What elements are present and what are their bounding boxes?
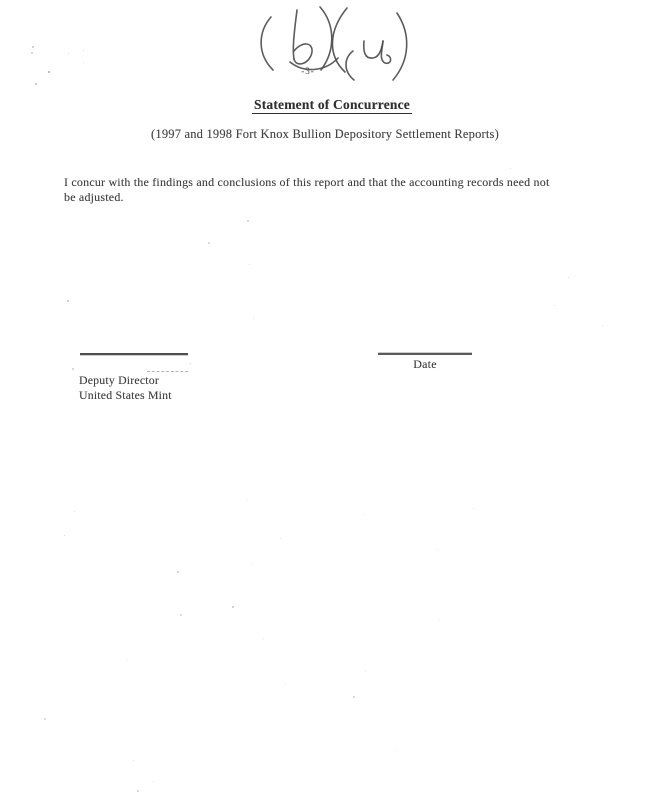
- scan-speckle: [263, 638, 264, 639]
- scan-speckle: [133, 760, 134, 761]
- signature-line: [80, 353, 188, 355]
- scan-speckle: [249, 264, 250, 265]
- scan-speckle: [602, 325, 603, 326]
- body-line: be adjusted.: [64, 190, 124, 204]
- scan-speckle: [252, 564, 253, 565]
- scan-speckle: [48, 71, 50, 73]
- scan-speckle: [127, 660, 128, 661]
- scan-speckle: [232, 606, 234, 608]
- scan-speckle: [364, 514, 365, 515]
- scan-speckle: [253, 318, 254, 319]
- signature-organization: United States Mint: [79, 388, 172, 402]
- page-title: [0, 97, 664, 113]
- page-subtitle: (1997 and 1998 Fort Knox Bullion Depository Settlement Reports): [151, 127, 499, 141]
- scan-speckle: [68, 53, 69, 54]
- scan-speckle: [439, 619, 440, 620]
- scan-speckle: [510, 168, 511, 169]
- date-line: [378, 353, 472, 355]
- scan-speckle: [190, 363, 191, 364]
- scan-speckle: [365, 671, 366, 672]
- scan-speckle: [64, 535, 65, 536]
- body-line: I concur with the findings and conclusions of this report and that the accounting records need not: [64, 175, 550, 189]
- scan-speckle: [67, 300, 69, 302]
- scan-speckle: [72, 368, 74, 370]
- scan-speckle: [35, 83, 37, 85]
- scan-speckle: [437, 549, 438, 550]
- scan-speckle: [247, 220, 249, 222]
- signature-title: Deputy Director: [79, 373, 159, 387]
- handwritten-b4-annotation-icon: [250, 0, 410, 85]
- page-number: -3-: [301, 66, 315, 76]
- scan-speckle: [397, 750, 398, 751]
- scan-speckle: [180, 614, 182, 616]
- date-label: Date: [413, 357, 437, 371]
- scan-speckle: [208, 242, 210, 244]
- scan-speckle: [554, 305, 555, 306]
- scan-speckle: [247, 500, 248, 501]
- scan-speckle: [473, 508, 474, 509]
- scan-speckle: [280, 538, 281, 539]
- signature-faint-dash: [147, 371, 188, 372]
- scan-speckle: [285, 683, 286, 684]
- scan-speckle: [32, 46, 34, 48]
- page-title-text: Statement of Concurrence: [253, 97, 410, 112]
- scan-speckle: [83, 62, 84, 63]
- body-paragraph: [64, 175, 576, 205]
- scan-speckle: [31, 52, 33, 54]
- scan-speckle: [177, 571, 179, 573]
- scan-speckle: [353, 696, 355, 698]
- scan-speckle: [153, 781, 154, 782]
- scan-speckle: [74, 511, 75, 512]
- scan-speckle: [137, 790, 139, 792]
- scan-speckle: [83, 50, 84, 51]
- scan-speckle: [568, 277, 569, 278]
- scan-speckle: [44, 718, 46, 720]
